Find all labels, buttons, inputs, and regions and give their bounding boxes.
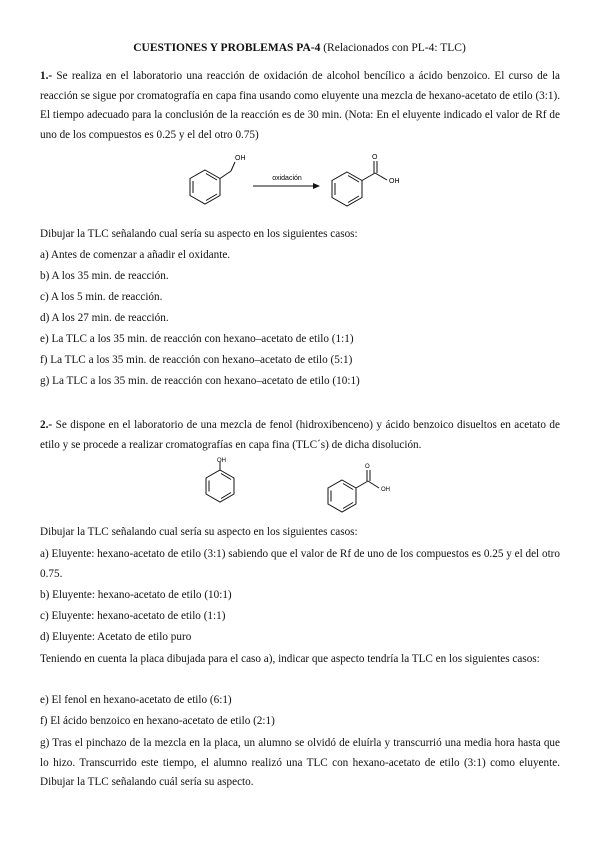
product-o-label: O <box>372 154 378 161</box>
q1-reaction-scheme <box>175 150 435 222</box>
q1-item-f: f) La TLC a los 35 min. de reacción con hexano–acetato de etilo (5:1) <box>40 354 353 366</box>
phenol-structure <box>206 462 234 502</box>
q1-prompt: Dibujar la TLC señalando cual sería su aspecto en los siguientes casos: <box>40 228 358 240</box>
q2-structures <box>190 456 420 518</box>
acid-oh-label: OH <box>381 487 390 493</box>
q2-prompt-2: Teniendo en cuenta la placa dibujada para el caso a), indicar que aspecto tendría la TLC en los siguientes casos: <box>40 653 540 665</box>
q2-number: 2.- <box>40 419 53 431</box>
acid-o-label: O <box>365 464 370 470</box>
q2-statement <box>40 416 560 455</box>
q1-item-b: b) A los 35 min. de reacción. <box>40 270 169 282</box>
title-rest: (Relacionados con PL-4: TLC) <box>320 42 466 54</box>
q1-item-g: g) La TLC a los 35 min. de reacción con hexano–acetato de etilo (10:1) <box>40 375 360 387</box>
q2-item-g: g) Tras el pinchazo de la mezcla en la placa, un alumno se olvidó de eluírla y transcurrió una media hora hasta que lo hizo. Transcurrido este tiempo, el alumno realizó una TLC con hexano-acetato de etilo (3:1) como eluyente. Dibujar la TLC señalando cuál sería su aspecto. <box>40 737 560 789</box>
q2-item-d: d) Eluyente: Acetato de etilo puro <box>40 631 192 643</box>
phenol-oh-label: OH <box>217 458 226 464</box>
q2-item-b: b) Eluyente: hexano-acetato de etilo (10:1) <box>40 589 232 601</box>
q2-text: Se dispone en el laboratorio de una mezcla de fenol (hidroxibenceno) y ácido benzoico disueltos en acetato de etilo y se procede a realizar cromatografías en capa fina (TLC´s) de dicha disolución. <box>40 419 560 451</box>
q1-item-c: c) A los 5 min. de reacción. <box>40 291 163 303</box>
page-title <box>0 42 599 54</box>
q1-item-d: d) A los 27 min. de reacción. <box>40 312 169 324</box>
reactant-oh-label: OH <box>235 155 246 162</box>
q1-text: Se realiza en el laboratorio una reacción de oxidación de alcohol bencílico a ácido benzoico. El curso de la reacción se sigue por cromatografía en capa fina usando como eluyente una mezcla de hexano-acetato de etilo (3:1). El tiempo adecuado para la conclusión de la reacción es de 30 min. (Nota: En el eluyente indicado el valor de Rf de uno de los compuestos es 0.25 y el del otro 0.75) <box>40 70 560 141</box>
reaction-arrow <box>253 183 320 189</box>
benzoic-acid-structure-2 <box>328 470 379 512</box>
q1-item-e: e) La TLC a los 35 min. de reacción con hexano–acetato de etilo (1:1) <box>40 333 354 345</box>
q2-item-f: f) El ácido benzoico en hexano-acetato de etilo (2:1) <box>40 715 275 727</box>
q2-item-a: a) Eluyente: hexano-acetato de etilo (3:1) sabiendo que el valor de Rf de uno de los compuestos es 0.25 y el del otro 0.75. <box>40 548 560 580</box>
arrow-label: oxidación <box>272 175 302 182</box>
q1-number: 1.- <box>40 70 53 82</box>
q2-prompt: Dibujar la TLC señalando cual sería su aspecto en los siguientes casos: <box>40 526 358 538</box>
product-oh-label: OH <box>389 178 400 185</box>
title-bold: CUESTIONES Y PROBLEMAS PA-4 <box>133 42 321 54</box>
benzyl-alcohol-structure <box>190 162 235 204</box>
benzoic-acid-structure <box>332 161 387 206</box>
q2-item-c: c) Eluyente: hexano-acetato de etilo (1:1) <box>40 610 226 622</box>
q1-statement <box>40 67 560 145</box>
q1-item-a: a) Antes de comenzar a añadir el oxidante. <box>40 249 231 261</box>
q2-item-e: e) El fenol en hexano-acetato de etilo (6:1) <box>40 694 232 706</box>
